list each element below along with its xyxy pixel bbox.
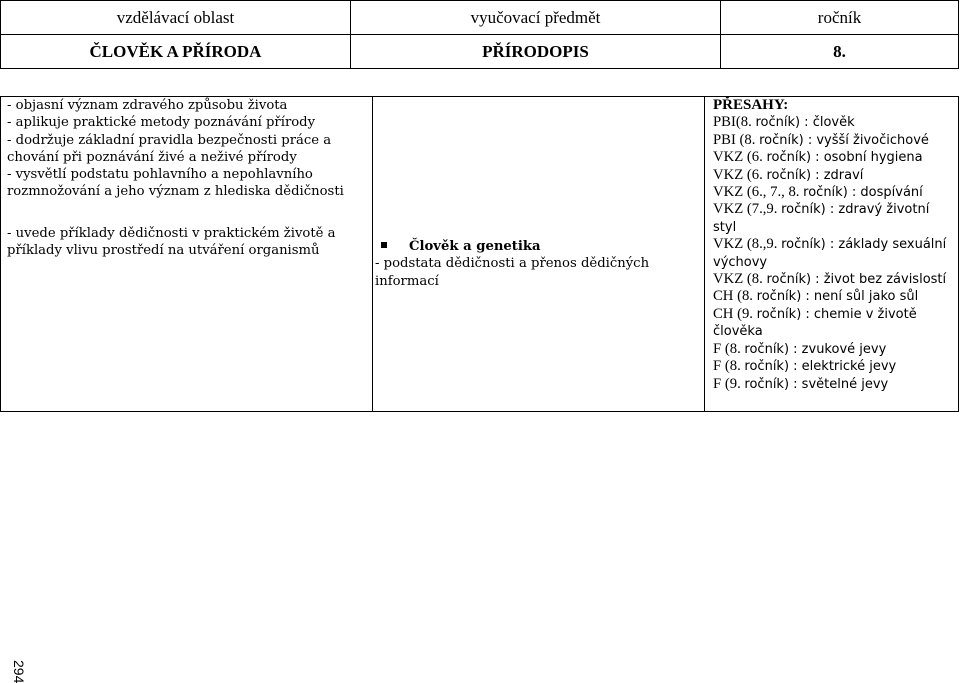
outcome-line: - aplikuje praktické metody poznávání přírody bbox=[7, 115, 316, 131]
topic-description: - podstata dědičnosti a přenos dědičných informací bbox=[375, 256, 650, 289]
outcome-line: - vysvětlí podstatu pohlavního a nepohlavního bbox=[7, 167, 313, 183]
outcomes-block-2 bbox=[7, 225, 372, 260]
outcomes-cell bbox=[1, 97, 373, 412]
outcomes-spacer bbox=[7, 201, 372, 225]
outcome-line: - dodržuje základní pravidla bezpečnosti práce a bbox=[7, 132, 332, 148]
topic-cell bbox=[373, 97, 705, 412]
cross-curricular-item: F (9. ročník) : světelné jevy bbox=[713, 375, 889, 392]
topic-title-line bbox=[379, 238, 704, 255]
cross-curricular-item: F (8. ročník) : elektrické jevy bbox=[713, 358, 897, 375]
header-value-area: ČLOVĚK A PŘÍRODA bbox=[1, 35, 351, 69]
header-label-area: vzdělávací oblast bbox=[1, 1, 351, 35]
cross-curricular-item: PBI(8. ročník) : člověk bbox=[713, 114, 855, 131]
topic-content bbox=[373, 238, 704, 290]
cross-curricular-cell bbox=[705, 97, 959, 412]
page-number: 294 bbox=[11, 660, 27, 683]
outcomes-block-1 bbox=[7, 97, 372, 201]
outcome-line: rozmnožování a jeho význam z hlediska dědičnosti bbox=[7, 184, 344, 200]
header-label-subject: vyučovací předmět bbox=[351, 1, 721, 35]
cross-curricular-item: VKZ (8.,9. ročník) : základy sexuální výchovy bbox=[713, 236, 947, 270]
header-table bbox=[0, 0, 959, 69]
header-value-subject: PŘÍRODOPIS bbox=[351, 35, 721, 69]
cross-curricular-item: VKZ (8. ročník) : život bez závislostí bbox=[713, 271, 947, 288]
cross-curricular-item: VKZ (6., 7., 8. ročník) : dospívání bbox=[713, 184, 923, 201]
cross-curricular-item: PBI (8. ročník) : vyšší živočichové bbox=[713, 131, 929, 148]
content-row bbox=[1, 97, 959, 412]
cross-curricular-item: VKZ (7.,9. ročník) : zdravý životní styl bbox=[713, 201, 930, 235]
header-values-row bbox=[1, 35, 959, 69]
content-table bbox=[0, 96, 959, 412]
outcome-line: chování při poznávání živé a neživé přírody bbox=[7, 149, 297, 165]
cross-curricular-item: VKZ (6. ročník) : osobní hygiena bbox=[713, 149, 923, 166]
cross-curricular-item: CH (9. ročník) : chemie v životě člověka bbox=[713, 305, 917, 340]
topic-title: Člověk a genetika bbox=[409, 239, 541, 254]
header-label-grade: ročník bbox=[721, 1, 959, 35]
outcome-line: - uvede příklady dědičnosti v praktickém životě a bbox=[7, 225, 336, 241]
outcome-line: - objasní význam zdravého způsobu života bbox=[7, 98, 288, 113]
square-bullet-icon bbox=[381, 242, 387, 248]
cross-curricular-item: CH (8. ročník) : není sůl jako sůl bbox=[713, 288, 919, 305]
header-labels-row bbox=[1, 1, 959, 35]
outcome-line: příklady vlivu prostředí na utváření organismů bbox=[7, 243, 320, 259]
cross-curricular-item: VKZ (6. ročník) : zdraví bbox=[713, 166, 864, 183]
cross-curricular-item: F (8. ročník) : zvukové jevy bbox=[713, 340, 887, 357]
cross-curricular-heading: PŘESAHY: bbox=[713, 97, 789, 113]
header-value-grade: 8. bbox=[721, 35, 959, 69]
